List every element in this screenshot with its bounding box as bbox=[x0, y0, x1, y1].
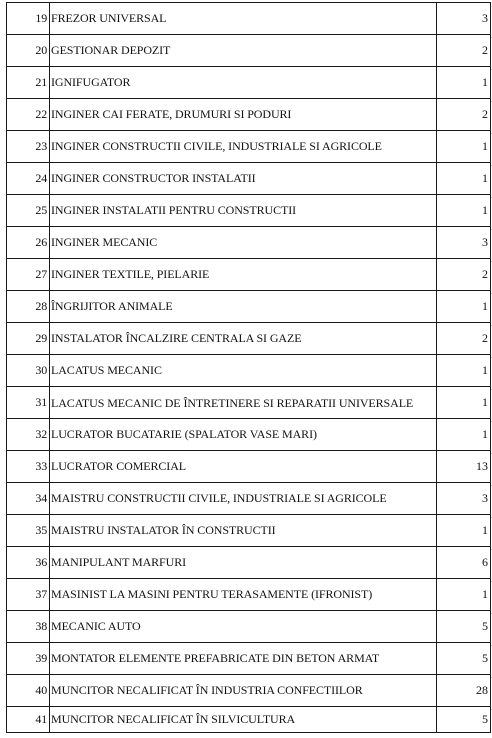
table-row bbox=[7, 323, 491, 355]
table-row bbox=[7, 67, 491, 99]
row-number-cell: 29 bbox=[7, 323, 50, 355]
occupation-name-cell: MUNCITOR NECALIFICAT ÎN SILVICULTURA bbox=[50, 707, 437, 733]
table-row bbox=[7, 355, 491, 387]
vacancy-count-cell: 2 bbox=[437, 259, 491, 291]
vacancy-count-cell: 2 bbox=[437, 99, 491, 131]
table-row bbox=[7, 227, 491, 259]
vacancy-count-cell: 1 bbox=[437, 419, 491, 451]
table-row bbox=[7, 643, 491, 675]
row-number-cell: 25 bbox=[7, 195, 50, 227]
table-row bbox=[7, 3, 491, 35]
vacancy-count-cell: 28 bbox=[437, 675, 491, 707]
row-number-cell: 39 bbox=[7, 643, 50, 675]
table-row bbox=[7, 291, 491, 323]
row-number-cell: 36 bbox=[7, 547, 50, 579]
row-number-cell: 26 bbox=[7, 227, 50, 259]
vacancy-count-cell: 1 bbox=[437, 355, 491, 387]
occupation-name-cell: INGINER TEXTILE, PIELARIE bbox=[50, 259, 437, 291]
vacancy-count-cell: 6 bbox=[437, 547, 491, 579]
occupation-name-cell: INGINER CONSTRUCTOR INSTALATII bbox=[50, 163, 437, 195]
row-number-cell: 22 bbox=[7, 99, 50, 131]
row-number-cell: 30 bbox=[7, 355, 50, 387]
table-row bbox=[7, 451, 491, 483]
row-number-cell: 28 bbox=[7, 291, 50, 323]
occupation-name-cell: MAISTRU CONSTRUCTII CIVILE, INDUSTRIALE SI AGRICOLE bbox=[50, 483, 437, 515]
occupation-name-cell: MASINIST LA MASINI PENTRU TERASAMENTE (IFRONIST) bbox=[50, 579, 437, 611]
vacancy-count-cell: 1 bbox=[437, 131, 491, 163]
table-row bbox=[7, 163, 491, 195]
vacancy-count-cell: 2 bbox=[437, 35, 491, 67]
row-number-cell: 40 bbox=[7, 675, 50, 707]
row-number-cell: 38 bbox=[7, 611, 50, 643]
occupation-name-cell: ÎNGRIJITOR ANIMALE bbox=[50, 291, 437, 323]
occupation-name-cell: MUNCITOR NECALIFICAT ÎN INDUSTRIA CONFECTIILOR bbox=[50, 675, 437, 707]
table-row bbox=[7, 195, 491, 227]
row-number-cell: 41 bbox=[7, 707, 50, 733]
table-row bbox=[7, 707, 491, 733]
occupation-name-cell: MAISTRU INSTALATOR ÎN CONSTRUCTII bbox=[50, 515, 437, 547]
vacancy-count-cell: 5 bbox=[437, 707, 491, 733]
occupation-name-cell: GESTIONAR DEPOZIT bbox=[50, 35, 437, 67]
occupation-name-cell: INGINER CAI FERATE, DRUMURI SI PODURI bbox=[50, 99, 437, 131]
table-row bbox=[7, 515, 491, 547]
table-row bbox=[7, 547, 491, 579]
row-number-cell: 34 bbox=[7, 483, 50, 515]
vacancy-count-cell: 3 bbox=[437, 227, 491, 259]
occupation-name-cell: INGINER INSTALATII PENTRU CONSTRUCTII bbox=[50, 195, 437, 227]
table-row bbox=[7, 35, 491, 67]
row-number-cell: 37 bbox=[7, 579, 50, 611]
occupation-name-cell: LUCRATOR BUCATARIE (SPALATOR VASE MARI) bbox=[50, 419, 437, 451]
row-number-cell: 24 bbox=[7, 163, 50, 195]
row-number-cell: 19 bbox=[7, 3, 50, 35]
row-number-cell: 20 bbox=[7, 35, 50, 67]
table-row bbox=[7, 131, 491, 163]
job-openings-table-body bbox=[7, 3, 491, 733]
table-row bbox=[7, 579, 491, 611]
occupation-name-cell: INGINER MECANIC bbox=[50, 227, 437, 259]
table-row bbox=[7, 259, 491, 291]
row-number-cell: 31 bbox=[7, 387, 50, 419]
vacancy-count-cell: 1 bbox=[437, 291, 491, 323]
vacancy-count-cell: 2 bbox=[437, 323, 491, 355]
vacancy-count-cell: 1 bbox=[437, 67, 491, 99]
vacancy-count-cell: 1 bbox=[437, 579, 491, 611]
table-row bbox=[7, 611, 491, 643]
occupation-name-cell: MANIPULANT MARFURI bbox=[50, 547, 437, 579]
row-number-cell: 27 bbox=[7, 259, 50, 291]
row-number-cell: 33 bbox=[7, 451, 50, 483]
row-number-cell: 23 bbox=[7, 131, 50, 163]
vacancy-count-cell: 1 bbox=[437, 195, 491, 227]
table-row bbox=[7, 675, 491, 707]
occupation-name-cell: MONTATOR ELEMENTE PREFABRICATE DIN BETON ARMAT bbox=[50, 643, 437, 675]
table-row bbox=[7, 419, 491, 451]
vacancy-count-cell: 5 bbox=[437, 643, 491, 675]
occupation-name-cell: LACATUS MECANIC bbox=[50, 355, 437, 387]
vacancy-count-cell: 1 bbox=[437, 387, 491, 419]
row-number-cell: 35 bbox=[7, 515, 50, 547]
occupation-name-cell: LUCRATOR COMERCIAL bbox=[50, 451, 437, 483]
vacancy-count-cell: 3 bbox=[437, 483, 491, 515]
vacancy-count-cell: 3 bbox=[437, 3, 491, 35]
occupation-name-cell: INGINER CONSTRUCTII CIVILE, INDUSTRIALE SI AGRICOLE bbox=[50, 131, 437, 163]
row-number-cell: 21 bbox=[7, 67, 50, 99]
vacancy-count-cell: 5 bbox=[437, 611, 491, 643]
occupation-name-cell: INSTALATOR ÎNCALZIRE CENTRALA SI GAZE bbox=[50, 323, 437, 355]
occupation-name-cell: LACATUS MECANIC DE ÎNTRETINERE SI REPARATII UNIVERSALE bbox=[50, 387, 437, 419]
vacancy-count-cell: 1 bbox=[437, 163, 491, 195]
table-row bbox=[7, 483, 491, 515]
vacancy-count-cell: 13 bbox=[437, 451, 491, 483]
job-openings-table bbox=[6, 2, 491, 733]
occupation-name-cell: IGNIFUGATOR bbox=[50, 67, 437, 99]
table-row bbox=[7, 99, 491, 131]
occupation-name-cell: MECANIC AUTO bbox=[50, 611, 437, 643]
vacancy-count-cell: 1 bbox=[437, 515, 491, 547]
row-number-cell: 32 bbox=[7, 419, 50, 451]
occupation-name-cell: FREZOR UNIVERSAL bbox=[50, 3, 437, 35]
table-row bbox=[7, 387, 491, 419]
